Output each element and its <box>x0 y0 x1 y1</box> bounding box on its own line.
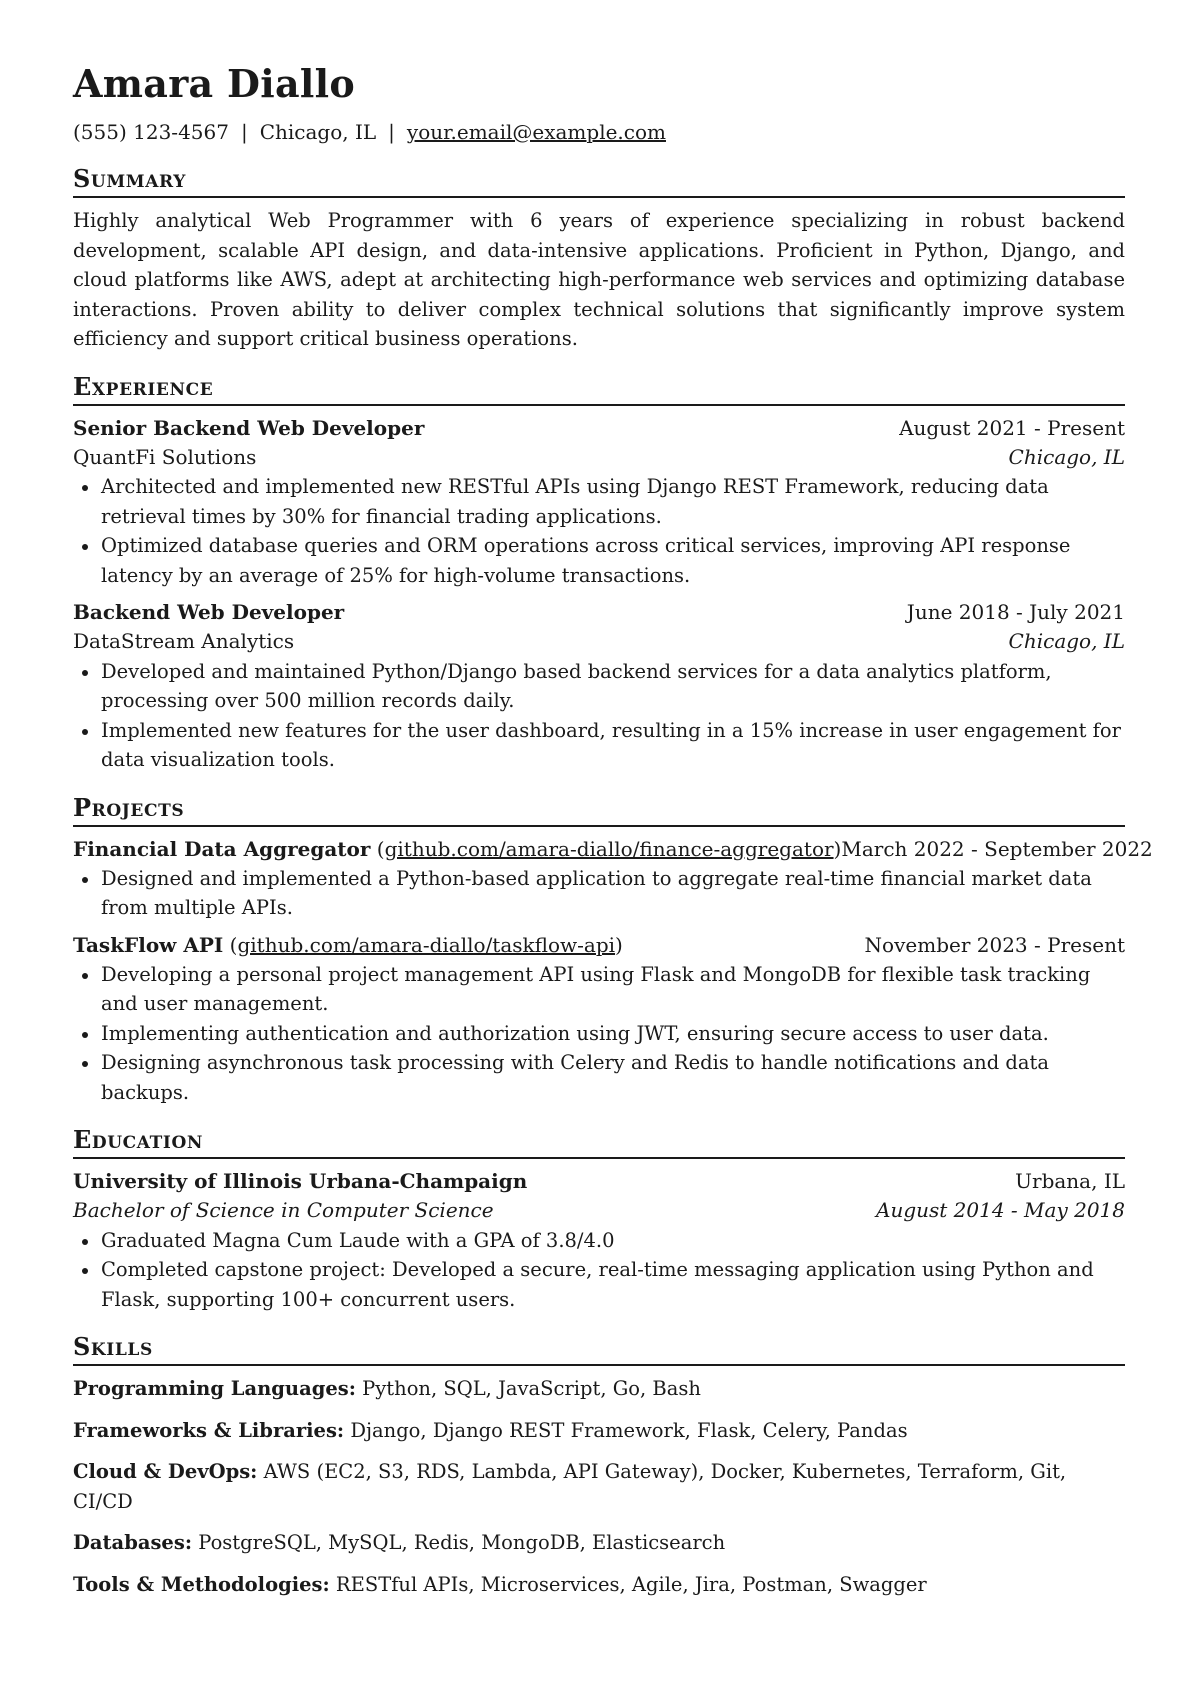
skill-value: AWS (EC2, S3, RDS, Lambda, API Gateway), Docker, Kubernetes, Terraform, Git, CI/CD <box>73 1460 1067 1513</box>
list-item: Developing a personal project management API using Flask and MongoDB for flexible task tracking and user management. <box>73 960 1125 1019</box>
skill-value: Django, Django REST Framework, Flask, Celery, Pandas <box>350 1418 908 1442</box>
skill-label: Cloud & DevOps: <box>73 1460 258 1483</box>
project-title: TaskFlow API (github.com/amara-diallo/taskflow-api) <box>73 932 623 957</box>
skill-label: Tools & Methodologies: <box>73 1572 330 1596</box>
job-dates: June 2018 - July 2021 <box>906 600 1125 624</box>
contact-separator: | <box>388 120 395 144</box>
skill-line <box>73 1528 1125 1558</box>
list-item: Designing asynchronous task processing with Celery and Redis to handle notifications and data backups. <box>73 1048 1125 1107</box>
skill-line <box>73 1570 1125 1600</box>
job-role: Senior Backend Web Developer <box>73 415 425 440</box>
job-bullets <box>73 657 1125 775</box>
list-item: Completed capstone project: Developed a secure, real-time messaging application using Python and Flask, supporting 100+ concurrent users. <box>73 1255 1125 1314</box>
candidate-name: Amara Diallo <box>73 61 356 106</box>
email-link[interactable]: your.email@example.com <box>406 120 666 144</box>
section-title-skills: Skills <box>73 1332 1125 1366</box>
school-name: University of Illinois Urbana-Champaign <box>73 1169 528 1193</box>
contact-location: Chicago, IL <box>259 120 377 144</box>
section-title-experience: Experience <box>73 372 1125 406</box>
skill-label: Frameworks & Libraries: <box>73 1418 345 1442</box>
skill-line <box>73 1457 1125 1516</box>
list-item: Implemented new features for the user dashboard, resulting in a 15% increase in user engagement for data visualization tools. <box>73 716 1125 775</box>
list-item: Designed and implemented a Python-based application to aggregate real-time financial market data from multiple APIs. <box>73 864 1125 923</box>
section-title-education: Education <box>73 1125 1125 1159</box>
education-entry <box>73 1167 1125 1314</box>
degree: Bachelor of Science in Computer Science <box>73 1198 494 1222</box>
skill-value: Python, SQL, JavaScript, Go, Bash <box>362 1377 701 1400</box>
section-title-projects: Projects <box>73 793 1125 827</box>
job-role: Backend Web Developer <box>73 600 345 624</box>
list-item: Architected and implemented new RESTful APIs using Django REST Framework, reducing data retrieval times by 30% for financial trading applications. <box>73 472 1125 531</box>
job-dates: August 2021 - Present <box>899 415 1125 440</box>
list-item: Graduated Magna Cum Laude with a GPA of 3.8/4.0 <box>73 1226 1125 1256</box>
section-title-summary: Summary <box>73 164 1125 198</box>
summary-text: Highly analytical Web Programmer with 6 years of experience specializing in robust backend development, scalable API design, and data-intensive applications. Proficient in Python, Django, and cloud platforms like AWS, adept at architecting high-performance web services and optimizing database interactions. Proven ability to deliver complex technical solutions that significantly improve system efficiency and support critical business operations. <box>73 209 1125 350</box>
job-company: QuantFi Solutions <box>73 444 257 469</box>
resume-page <box>73 56 1153 1611</box>
skill-value: PostgreSQL, MySQL, Redis, MongoDB, Elasticsearch <box>198 1531 726 1554</box>
contact-line <box>73 118 1125 146</box>
job-entry <box>73 598 1125 775</box>
job-location: Chicago, IL <box>1008 444 1125 469</box>
contact-separator: | <box>240 120 248 144</box>
skill-value: RESTful APIs, Microservices, Agile, Jira, Postman, Swagger <box>335 1572 927 1596</box>
education-dates: August 2014 - May 2018 <box>876 1198 1125 1222</box>
project-bullets <box>73 960 1125 1108</box>
project-entry <box>73 835 1153 923</box>
skill-label: Databases: <box>73 1531 193 1554</box>
education-bullets <box>73 1226 1125 1315</box>
job-company: DataStream Analytics <box>73 629 295 653</box>
project-bullets <box>73 864 1125 923</box>
job-location: Chicago, IL <box>1008 629 1125 653</box>
project-link[interactable]: github.com/amara-diallo/finance-aggregator <box>384 836 834 861</box>
project-dates: November 2023 - Present <box>864 932 1125 957</box>
project-entry <box>73 931 1125 1108</box>
list-item: Optimized database queries and ORM operations across critical services, improving API response latency by an average of 25% for high-volume transactions. <box>73 531 1125 590</box>
project-dates: March 2022 - September 2022 <box>841 836 1153 861</box>
list-item: Implementing authentication and authorization using JWT, ensuring secure access to user data. <box>73 1019 1125 1049</box>
school-location: Urbana, IL <box>1015 1169 1125 1193</box>
skill-label: Programming Languages: <box>73 1377 356 1400</box>
job-entry <box>73 414 1125 591</box>
job-bullets <box>73 472 1125 590</box>
list-item: Developed and maintained Python/Django based backend services for a data analytics platform, processing over 500 million records daily. <box>73 657 1125 716</box>
project-title: Financial Data Aggregator (github.com/amara-diallo/finance-aggregator) <box>73 836 842 861</box>
project-name: Financial Data Aggregator <box>73 836 371 861</box>
phone-number: (555) 123-4567 <box>73 120 229 144</box>
project-link[interactable]: github.com/amara-diallo/taskflow-api <box>237 932 616 957</box>
skill-line <box>73 1374 1125 1404</box>
skill-line <box>73 1416 1125 1446</box>
project-name: TaskFlow API <box>73 932 224 957</box>
